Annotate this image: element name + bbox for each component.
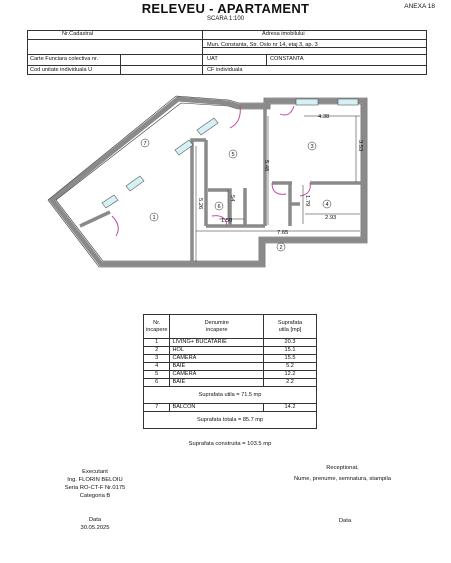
table-header-row [144, 315, 317, 339]
dim-2-93: 2.93 [325, 215, 337, 221]
room-label-5: 5 [231, 152, 235, 158]
date-left-label: Data [88, 517, 102, 523]
row-name: BAIE [170, 363, 264, 371]
balcon-nr: 7 [144, 404, 170, 412]
row-area: 20.3 [264, 339, 317, 347]
dim-7-65: 7.65 [277, 230, 289, 236]
header-area [264, 315, 317, 339]
table-row [144, 355, 317, 363]
date-left-block [70, 516, 120, 532]
suprafata-utila: Suprafata utila = 71.5 mp [144, 387, 317, 404]
row-area: 5.2 [264, 363, 317, 371]
room-label-4: 4 [325, 202, 329, 208]
row-nr: 6 [144, 379, 170, 387]
address-label: Adresa imobilului [262, 31, 305, 37]
annex-label: ANEXA 18 [404, 3, 435, 10]
header-nr-text: Nr. incapere [146, 320, 168, 333]
nr-cadastral-label: Nr.Cadastral [62, 31, 94, 37]
header-area-text: Suprafata utila [mp] [277, 320, 303, 333]
cod-unitate-label: Cod unitate individuala U [30, 67, 93, 73]
suprafata-totala-row [144, 412, 317, 429]
row-area: 15.1 [264, 347, 317, 355]
dim-1-50: 1.50 [221, 218, 233, 224]
room-label-6: 6 [217, 204, 221, 210]
table-row [144, 363, 317, 371]
row-area: 12.2 [264, 371, 317, 379]
receptionat-fields: Nume, prenume, semnatura, stampila [294, 476, 391, 482]
balcon-row [144, 404, 317, 412]
page-title: RELEVEU - APARTAMENT [141, 1, 310, 16]
row-name: BAIE [170, 379, 264, 387]
table-row [144, 347, 317, 355]
room-label-2: 2 [279, 245, 283, 251]
row-nr: 1 [144, 339, 170, 347]
date-right-label: Data [338, 518, 352, 524]
row-name: LIVING+ BUCATARIE [170, 339, 264, 347]
receptionat-block [275, 464, 410, 483]
carte-funciara-label: Carte Funciara colectiva nr. [30, 56, 99, 62]
date-left-value: 30.05.2025 [80, 525, 110, 531]
scale-label: SCARA 1:100 [206, 16, 245, 22]
row-name: CAMERA [170, 355, 264, 363]
balcon-name: BALCON [170, 404, 264, 412]
suprafata-utila-row [144, 387, 317, 404]
balcon-area: 14.2 [264, 404, 317, 412]
suprafata-totala: Suprafata totala = 85.7 mp [144, 412, 317, 429]
table-row [144, 339, 317, 347]
executant-title: Executant [82, 469, 108, 475]
receptionat-title: Receptionat, [326, 465, 359, 471]
row-name: CAMERA [170, 371, 264, 379]
dim-4-38: 4.38 [318, 114, 330, 120]
row-area: 15.5 [264, 355, 317, 363]
dimension-labels [197, 114, 363, 236]
row-area: 2.2 [264, 379, 317, 387]
header-name-text: Denumire incapere [204, 320, 229, 333]
header-nr [144, 315, 170, 339]
room-label-3: 3 [310, 144, 314, 150]
executant-series: Seria RO-CT-F Nr.0175 [64, 485, 126, 491]
row-nr: 4 [144, 363, 170, 371]
suprafata-construita: Suprafata construita = 103.5 mp [188, 441, 272, 447]
dim-1-79: 1.79 [304, 195, 310, 207]
dim-3-53: 3.53 [357, 140, 363, 152]
room-label-7: 7 [143, 141, 147, 147]
dim-5-26: 5.26 [197, 198, 203, 210]
row-name: HOL [170, 347, 264, 355]
table-row [144, 371, 317, 379]
row-nr: 5 [144, 371, 170, 379]
executant-name: Ing. FLORIN BELOIU [67, 477, 123, 483]
executant-category: Categoria B [79, 493, 111, 499]
address-value: Mun. Constanta, Str. Oslo nr 14, etaj 3, ap. 3 [207, 42, 318, 48]
cf-individuala-label: CF individuala [207, 67, 243, 73]
rooms-table [143, 314, 317, 429]
room-label-1: 1 [152, 215, 156, 221]
uat-label: UAT [207, 56, 218, 62]
executant-block [40, 468, 150, 500]
uat-value: CONSTANTA [270, 56, 304, 62]
dim-54: 54 [229, 195, 235, 202]
row-nr: 3 [144, 355, 170, 363]
table-row [144, 379, 317, 387]
header-name [170, 315, 264, 339]
dim-5-48: 5.48 [263, 160, 269, 172]
row-nr: 2 [144, 347, 170, 355]
